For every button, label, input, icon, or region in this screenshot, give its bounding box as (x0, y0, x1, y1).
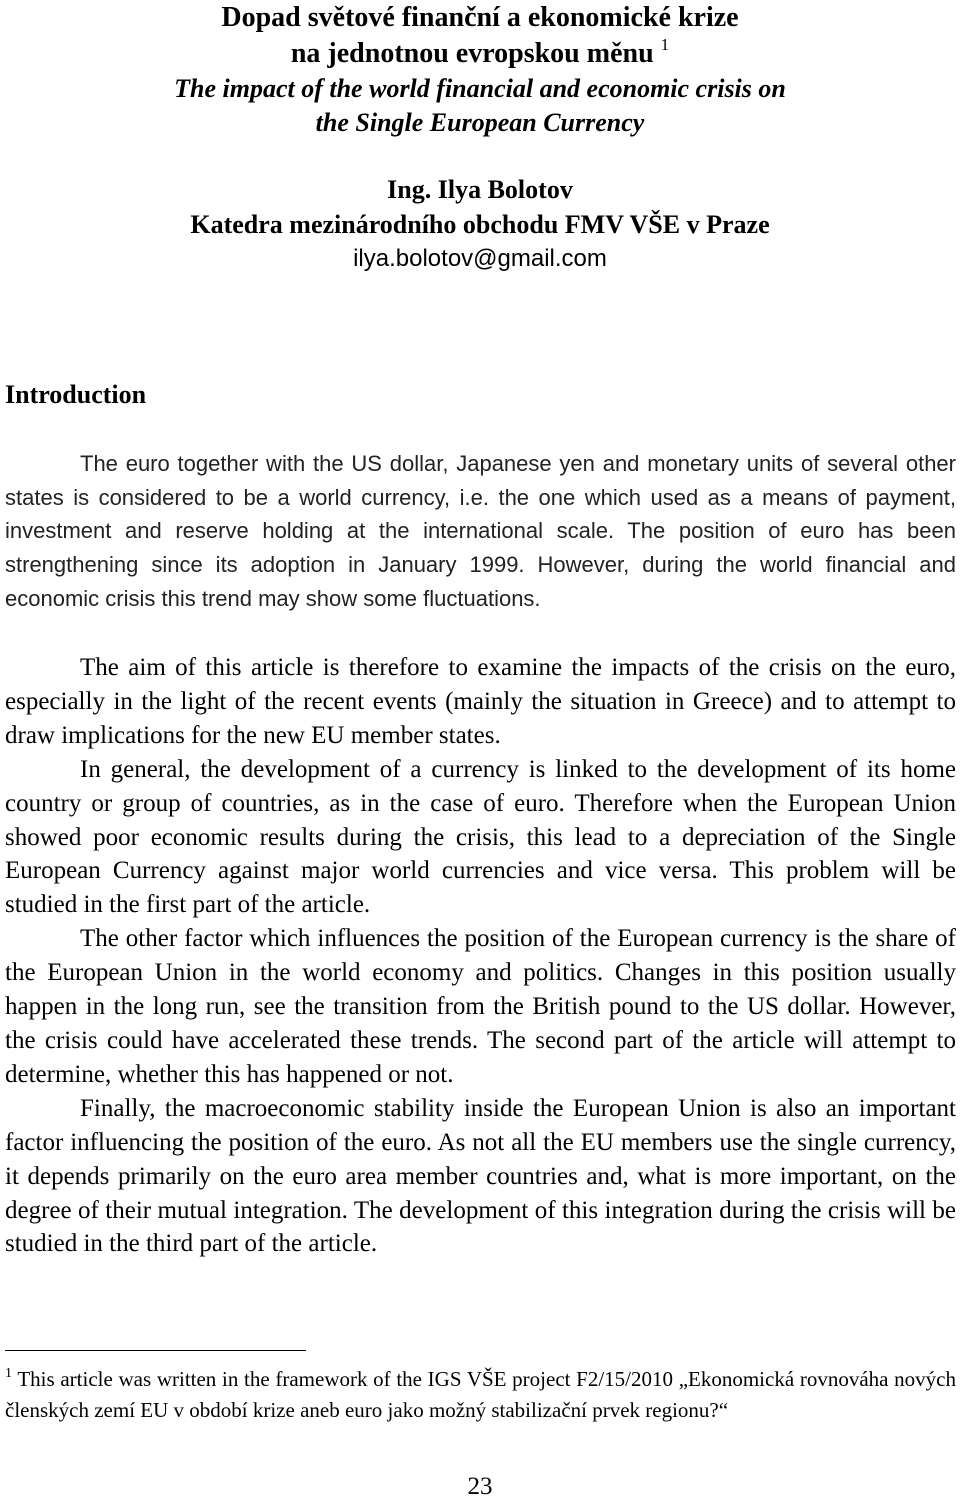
english-title-line-2: the Single European Currency (315, 108, 645, 137)
czech-title (0, 0, 960, 72)
page-number: 23 (467, 1473, 493, 1500)
body-text (5, 651, 956, 1261)
czech-title-line-2-text: na jednotnou evropskou měnu (290, 38, 654, 69)
title-block (0, 0, 960, 140)
author-affiliation: Katedra mezinárodního obchodu FMV VŠE v Praze (190, 210, 770, 239)
author-email[interactable]: ilya.bolotov@gmail.com (353, 245, 607, 272)
section-heading-introduction: Introduction (5, 380, 147, 409)
author-block (0, 172, 960, 276)
author-name: Ing. Ilya Bolotov (387, 175, 573, 204)
paragraph-other-factor: The other factor which influences the position of the European currency is the share of the European Union in the world economy and politics. Changes in this position usually happen in the long run, see the transition from the British pound to the US dollar. However, the crisis could have accelerated these trends. The second part of the article will attempt to determine, whether this has happened or not. (5, 925, 956, 1088)
czech-title-line-2 (0, 36, 960, 72)
footnote-marker: 1 (5, 1366, 12, 1381)
english-title (0, 72, 960, 140)
intro-paragraph-block (5, 447, 956, 616)
czech-title-line-1: Dopad světové finanční a ekonomické krize (221, 2, 739, 33)
footnote-divider (5, 1350, 306, 1351)
english-title-line-1: The impact of the world financial and economic crisis on (174, 74, 786, 103)
paragraph-aim: The aim of this article is therefore to examine the impacts of the crisis on the euro, especially in the light of the recent events (mainly the situation in Greece) and to attempt to draw implications for the new EU member states. (5, 654, 956, 749)
footnote-text: This article was written in the framework of the IGS VŠE project F2/15/2010 „Ekonomická rovnováha nových členských zemí EU v období krize aneb euro jako možný stabilizační prvek regionu?“ (5, 1367, 956, 1422)
footnote (5, 1364, 956, 1425)
paragraph-finally: Finally, the macroeconomic stability inside the European Union is also an important factor influencing the position of the euro. As not all the EU members use the single currency, it depends primarily on the euro area member countries and, what is more important, on the degree of their mutual integration. The development of this integration during the crisis will be studied in the third part of the article. (5, 1094, 956, 1258)
title-footnote-marker[interactable]: 1 (660, 35, 670, 54)
paragraph-general: In general, the development of a currency is linked to the development of its home country or group of countries, as in the case of euro. Therefore when the European Union showed poor economic results during the crisis, this lead to a depreciation of the Single European Currency against major world currencies and vice versa. This problem will be studied in the first part of the article. (5, 755, 956, 919)
paragraph-intro: The euro together with the US dollar, Japanese yen and monetary units of several other states is considered to be a world currency, i.e. the one which used as a means of payment, investment and reserve holding at the international scale. The position of euro has been strengthening since its adoption in January 1999. However, during the world financial and economic crisis this trend may show some fluctuations. (5, 451, 956, 611)
